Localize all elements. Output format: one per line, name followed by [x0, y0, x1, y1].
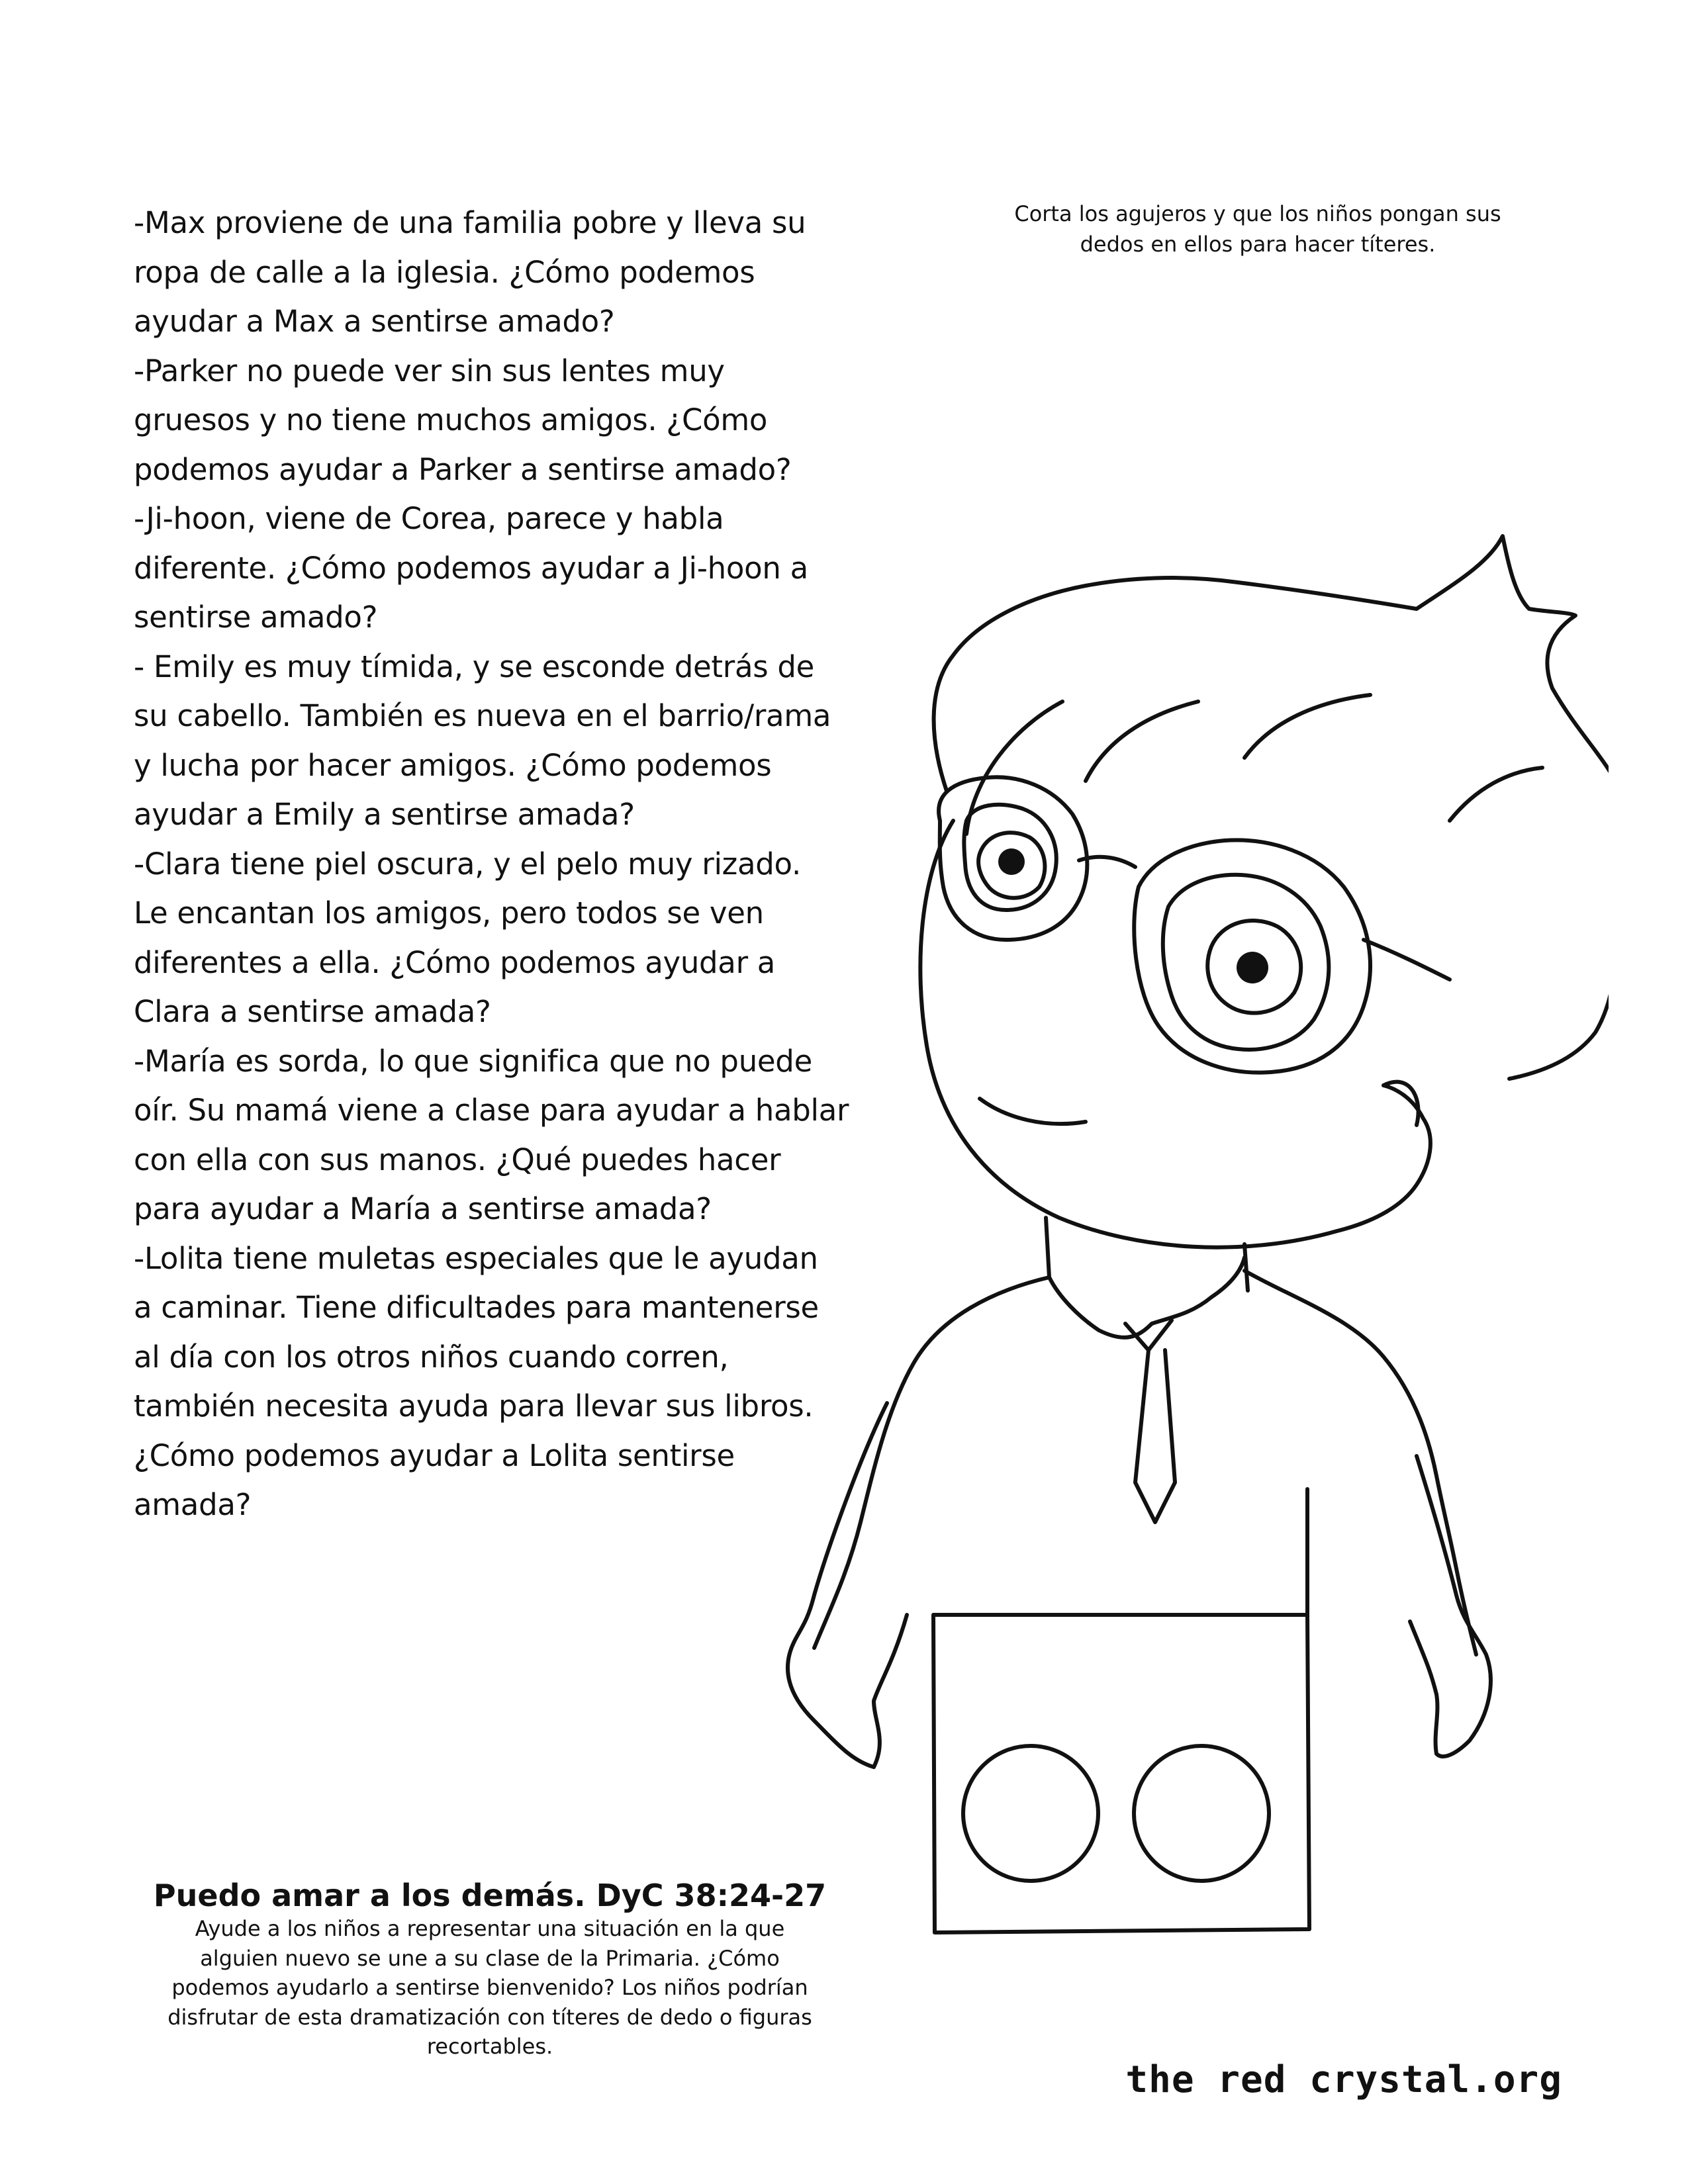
body-box	[933, 1615, 1309, 1933]
scenario-line: también necesita ayuda para llevar sus libros.	[134, 1388, 814, 1424]
hair-outline	[934, 536, 1609, 887]
scenario-line: -Clara tiene piel oscura, y el pelo muy rizado.	[134, 846, 801, 882]
scenario-line: diferentes a ella. ¿Cómo podemos ayudar a	[134, 944, 776, 980]
puppet-illustration	[761, 516, 1609, 1946]
cut-instruction-line: dedos en ellos para hacer títeres.	[1080, 232, 1436, 257]
scenario-line: y lucha por hacer amigos. ¿Cómo podemos	[134, 747, 772, 783]
scenario-line: ayudar a Max a sentirse amado?	[134, 304, 615, 339]
scenario-line: con ella con sus manos. ¿Qué puedes hacer	[134, 1142, 781, 1177]
scenario-line: a caminar. Tiene dificultades para mantenerse	[134, 1290, 819, 1325]
lesson-body-line: podemos ayudarlo a sentirse bienvenido? Los niños podrían	[171, 1975, 808, 2000]
right-arm	[1410, 1456, 1491, 1756]
scenario-line: amada?	[134, 1487, 252, 1522]
hair-strands	[966, 695, 1542, 834]
left-pupil	[998, 848, 1025, 875]
scenario-line: oír. Su mamá viene a clase para ayudar a hablar	[134, 1093, 849, 1128]
face-right-side	[1509, 887, 1609, 1079]
finger-hole-right	[1134, 1746, 1269, 1881]
tie	[1125, 1320, 1175, 1522]
lesson-body-line: recortables.	[426, 2034, 553, 2059]
scenario-line: - Emily es muy tímida, y se esconde detrás de	[134, 649, 815, 684]
scenario-line: ropa de calle a la iglesia. ¿Cómo podemos	[134, 254, 755, 290]
scenario-line: podemos ayudar a Parker a sentirse amado?	[134, 451, 792, 487]
scenario-line: gruesos y no tiene muchos amigos. ¿Cómo	[134, 402, 768, 437]
scenario-line: para ayudar a María a sentirse amada?	[134, 1191, 712, 1226]
scenario-line: ayudar a Emily a sentirse amada?	[134, 797, 635, 832]
cut-instructions	[953, 199, 1562, 259]
smile	[980, 1099, 1086, 1124]
scenario-line: ¿Cómo podemos ayudar a Lolita sentirse	[134, 1437, 735, 1473]
scenario-line: su cabello. También es nueva en el barrio/rama	[134, 698, 831, 733]
finger-hole-left	[963, 1746, 1098, 1881]
scenario-line: al día con los otros niños cuando corren,	[134, 1339, 729, 1375]
scenario-line: Le encantan los amigos, pero todos se ven	[134, 895, 764, 931]
glasses-arm	[1364, 940, 1450, 979]
scenario-line: -Ji-hoon, viene de Corea, parece y habla	[134, 501, 724, 536]
lesson-body-line: disfrutar de esta dramatización con títeres de dedo o figuras	[167, 2004, 812, 2030]
scenario-line: -María es sorda, lo que significa que no puede	[134, 1043, 812, 1079]
lesson-body-line: Ayude a los niños a representar una situación en la que	[195, 1916, 785, 1941]
scenario-list	[134, 199, 849, 1530]
neck	[1046, 1218, 1248, 1291]
lesson-title: Puedo amar a los demás. DyC 38:24-27	[153, 1878, 827, 1913]
right-pupil	[1237, 952, 1268, 983]
cut-instruction-line: Corta los agujeros y que los niños pongan sus	[1014, 201, 1501, 226]
collar-left	[1049, 1277, 1152, 1338]
face-outline	[920, 821, 1430, 1248]
scenario-line: sentirse amado?	[134, 600, 378, 635]
scenario-line: Clara a sentirse amada?	[134, 994, 491, 1029]
left-arm	[788, 1403, 907, 1767]
scenario-line: -Parker no puede ver sin sus lentes muy	[134, 353, 725, 388]
scenario-line: -Max proviene de una familia pobre y lleva su	[134, 205, 806, 240]
lesson-body-line: alguien nuevo se une a su clase de la Primaria. ¿Cómo	[200, 1945, 780, 1971]
collar-right	[1152, 1257, 1244, 1324]
brand-logo: the red crystal.org	[1125, 2058, 1562, 2101]
lesson-description	[132, 1914, 847, 2062]
scenario-line: -Lolita tiene muletas especiales que le ayudan	[134, 1240, 818, 1276]
scenario-line: diferente. ¿Cómo podemos ayudar a Ji-hoon a	[134, 550, 808, 586]
